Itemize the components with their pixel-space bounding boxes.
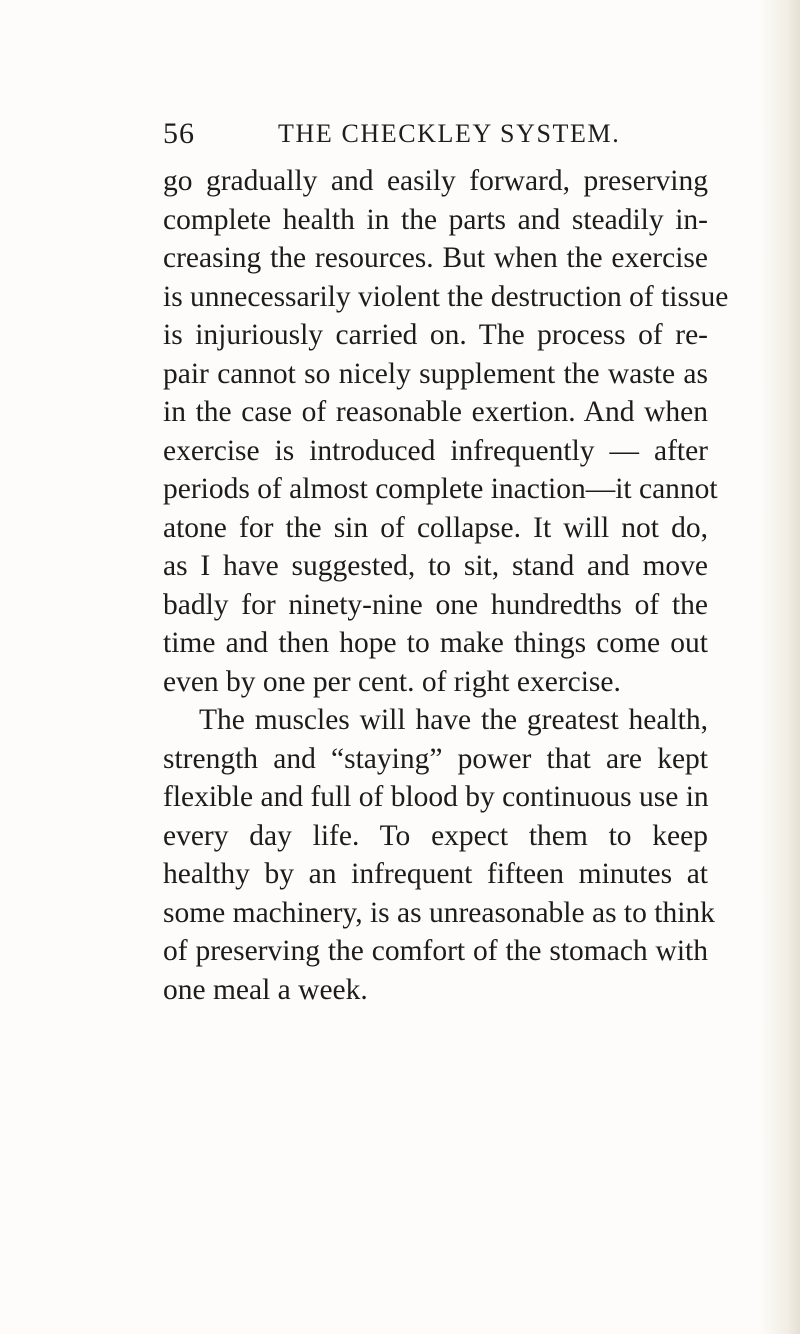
text-line: in the case of reasonable exertion. And when bbox=[163, 396, 708, 428]
body-text bbox=[163, 162, 729, 1009]
text-line: The muscles will have the greatest health, bbox=[199, 704, 708, 736]
text-line: some machinery, is as unreasonable as to think bbox=[163, 896, 715, 929]
text-line: is unnecessarily violent the destruction of tissue bbox=[163, 280, 729, 313]
text-line: exercise is introduced infrequently — after bbox=[163, 434, 708, 467]
text-line: of preserving the comfort of the stomach with bbox=[163, 935, 708, 967]
text-line: creasing the resources. But when the exercise bbox=[163, 242, 708, 274]
text-line: atone for the sin of collapse. It will not do, bbox=[163, 511, 708, 544]
text-line: flexible and full of blood by continuous use in bbox=[163, 781, 709, 813]
text-line: badly for ninety-nine one hundredths of the bbox=[163, 588, 708, 621]
text-line: periods of almost complete inaction—it cannot bbox=[163, 473, 718, 505]
text-line: even by one per cent. of right exercise. bbox=[163, 665, 621, 698]
page-number: 56 bbox=[163, 117, 195, 150]
text-line: is injuriously carried on. The process of re- bbox=[163, 319, 708, 351]
text-line: complete health in the parts and steadily in- bbox=[163, 203, 708, 236]
text-line: time and then hope to make things come out bbox=[163, 627, 708, 659]
text-line: strength and “staying” power that are kept bbox=[163, 742, 708, 775]
text-line: go gradually and easily forward, preserving bbox=[163, 165, 708, 197]
text-line: as I have suggested, to sit, stand and move bbox=[163, 550, 708, 582]
text-line: pair cannot so nicely supplement the waste as bbox=[163, 357, 708, 390]
text-line: healthy by an infrequent fifteen minutes at bbox=[163, 858, 708, 890]
running-title: THE CHECKLEY SYSTEM. bbox=[278, 119, 621, 148]
text-line: every day life. To expect them to keep bbox=[163, 819, 708, 852]
running-head bbox=[163, 114, 703, 154]
text-line: one meal a week. bbox=[163, 973, 368, 1006]
